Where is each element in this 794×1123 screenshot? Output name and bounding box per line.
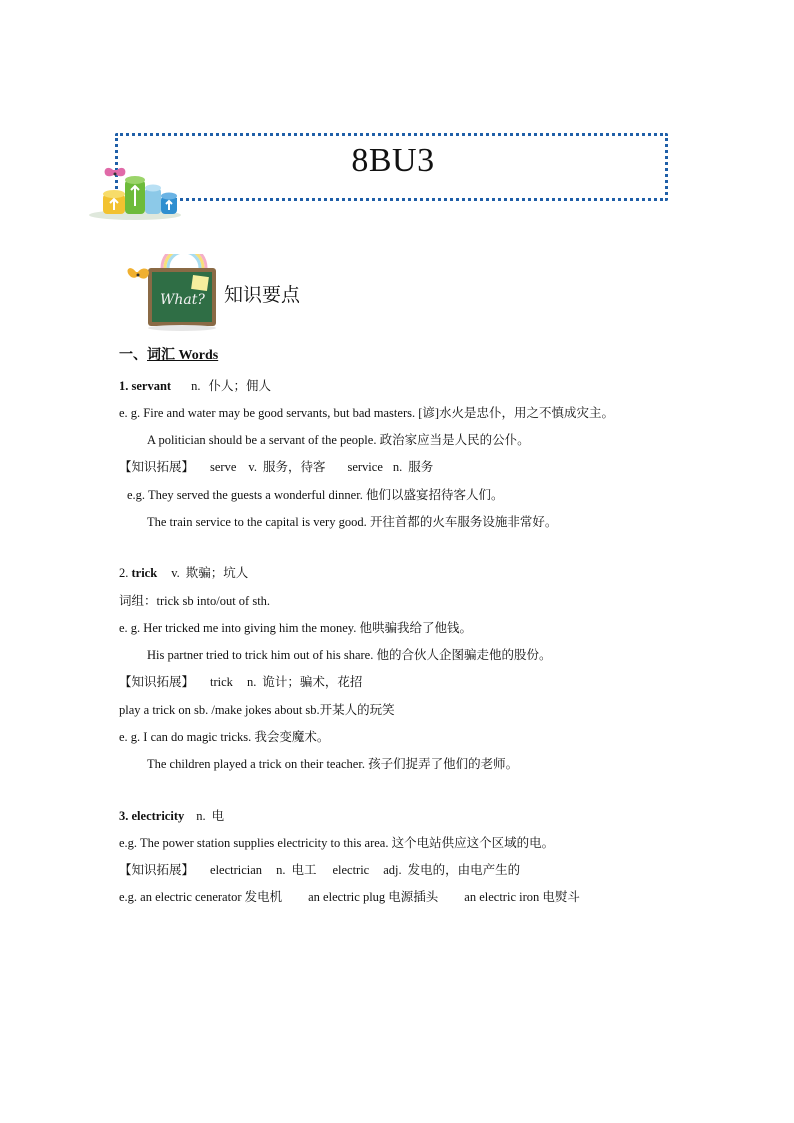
example-item: an electric plug 电源插头 (308, 890, 439, 904)
phrase-line: play a trick on sb. /make jokes about sb.开某人的玩笑 (119, 703, 395, 717)
entry-meaning: 电 (211, 809, 225, 823)
entry-2-term-line (119, 564, 248, 582)
extension-meaning: 诡计；骗术，花招 (262, 675, 363, 689)
entry-meaning: 仆人；佣人 (208, 379, 271, 393)
entry-pos: n. (196, 809, 206, 823)
entry-1-term-line (119, 377, 271, 395)
example-line: e.g. They served the guests a wonderful dinner. 他们以盛宴招待客人们。 (127, 488, 504, 502)
example-line: The children played a trick on their teacher. 孩子们捉弄了他们的老师。 (147, 757, 519, 771)
extension-pos: n. (276, 863, 286, 877)
extension-label: 【知识拓展】 (119, 460, 195, 474)
entry-meaning: 欺骗；坑人 (185, 566, 249, 580)
example-line: His partner tried to trick him out of his share. 他的合伙人企图骗走他的股份。 (147, 648, 552, 662)
extension-line (119, 673, 362, 691)
entry-3-term-line (119, 807, 224, 825)
heading-prefix: 一、 (119, 348, 147, 363)
extension-word: electric (332, 863, 370, 877)
extension-line (119, 861, 520, 879)
extension-meaning: 服务 (408, 460, 434, 474)
extension-word: serve (210, 460, 237, 474)
example-line: The train service to the capital is very good. 开往首都的火车服务设施非常好。 (147, 515, 558, 529)
extension-pos: adj. (383, 863, 402, 877)
example-item: e.g. an electric cenerator 发电机 (119, 890, 283, 904)
extension-label: 【知识拓展】 (119, 863, 195, 877)
extension-meaning: 发电的，由电产生的 (407, 863, 521, 877)
example-line: e.g. The power station supplies electricity to this area. 这个电站供应这个区域的电。 (119, 836, 555, 850)
entry-pos: n. (191, 379, 201, 393)
entry-pos: v. (171, 566, 180, 580)
svg-text:What?: What? (160, 292, 205, 308)
extension-pos: n. (392, 460, 403, 474)
page-title: 8BU3 (351, 142, 435, 179)
what-blackboard-icon (122, 254, 218, 332)
extension-pos: v. (248, 460, 257, 474)
extension-pos: n. (246, 675, 257, 689)
extension-label: 【知识拓展】 (119, 675, 195, 689)
heading-text: 词汇 Words (147, 348, 219, 363)
section-title: 知识要点 (224, 284, 301, 306)
bar-chart-decoration-icon (83, 166, 183, 220)
example-line: A politician should be a servant of the people. 政治家应当是人民的公仆。 (147, 433, 530, 447)
extension-word: trick (210, 675, 233, 689)
example-line: e. g. I can do magic tricks. 我会变魔术。 (119, 730, 330, 744)
phrase-line: 词组：trick sb into/out of sth. (119, 594, 271, 608)
extension-line (119, 458, 433, 476)
entry-term: trick (131, 566, 158, 580)
vocabulary-heading (119, 347, 218, 365)
extension-meaning: 电工 (291, 863, 317, 877)
example-line: e. g. Her tricked me into giving him the money. 他哄骗我给了他钱。 (119, 621, 472, 635)
example-line (119, 888, 580, 906)
entry-term: 3. electricity (119, 809, 185, 823)
entry-number: 2. (119, 566, 129, 580)
entry-term: 1. servant (119, 379, 172, 393)
extension-meaning: 服务，待客 (262, 460, 326, 474)
example-item: an electric iron 电熨斗 (464, 890, 580, 904)
example-line: e. g. Fire and water may be good servants, but bad masters. [谚]水火是忠仆，用之不慎成灾主。 (119, 406, 615, 420)
extension-word: service (347, 460, 383, 474)
extension-word: electrician (210, 863, 263, 877)
